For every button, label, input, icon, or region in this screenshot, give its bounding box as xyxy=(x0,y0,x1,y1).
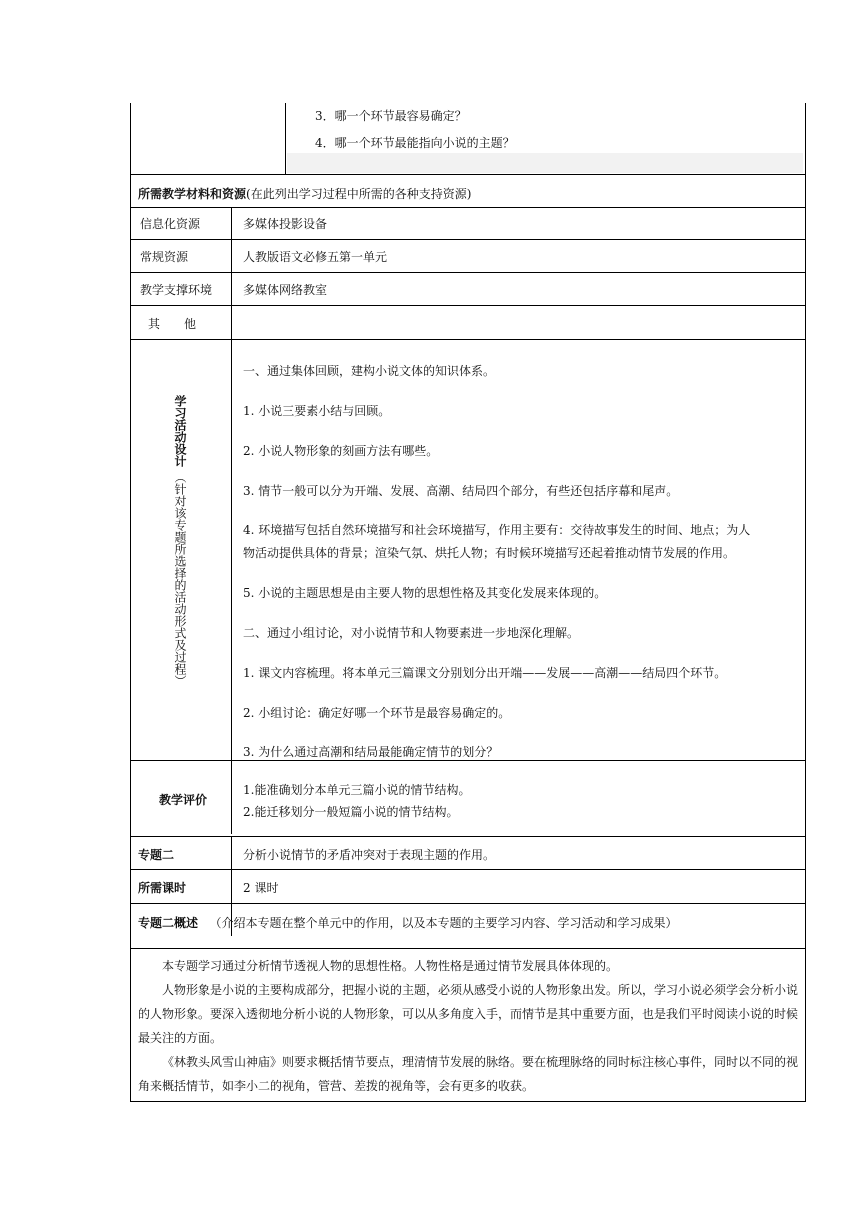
activity-line: 物活动提供具体的背景；渲染气氛、烘托人物；有时候环境描写还起着推动情节发展的作用。 xyxy=(243,546,736,560)
topic2-value: 分析小说情节的矛盾冲突对于表现主题的作用。 xyxy=(243,848,496,862)
row-value-support: 多媒体网络教室 xyxy=(243,283,328,297)
row-line xyxy=(131,948,805,949)
materials-note: (在此列出学习过程中所需的各种支持资源) xyxy=(246,187,472,201)
activity-line: 3. 为什么通过高潮和结局最能确定情节的划分？ xyxy=(243,745,499,759)
activity-line: 二、通过小组讨论，对小说情节和人物要素进一步地深化理解。 xyxy=(243,626,580,640)
evaluation-line: 1.能准确划分本单元三篇小说的情节结构。 xyxy=(243,783,471,797)
activity-line: 1. 小说三要素小结与回顾。 xyxy=(243,404,391,418)
row-label-regular: 常规资源 xyxy=(140,250,189,264)
materials-header xyxy=(138,187,471,201)
overview-heading: 专题二概述 xyxy=(138,916,199,930)
col-divider-materials xyxy=(231,207,232,339)
hours-label: 所需课时 xyxy=(138,881,187,895)
row-value-regular: 人教版语文必修五第一单元 xyxy=(243,250,388,264)
row-label-info: 信息化资源 xyxy=(140,217,201,231)
question-4: 4．哪一个环节最能指向小说的主题？ xyxy=(315,136,515,150)
overview-paragraph: 本专题学习通过分析情节透视人物的思想性格。人物性格是通过情节发展具体体现的。 xyxy=(162,959,619,973)
materials-heading: 所需教学材料和资源 xyxy=(138,187,247,201)
row-line xyxy=(131,836,805,837)
row-line xyxy=(131,305,805,306)
activity-subtitle: （针对该专题所选择的活动形式及过程） xyxy=(173,471,187,687)
activity-title: 学习活动设计 xyxy=(173,395,187,467)
overview-header xyxy=(138,916,677,930)
evaluation-label: 教学评价 xyxy=(159,793,208,807)
row-line xyxy=(131,207,805,208)
question-3: 3．哪一个环节最容易确定？ xyxy=(315,109,467,123)
row-line xyxy=(131,174,805,175)
activity-line: 2. 小组讨论：确定好哪一个环节是最容易确定的。 xyxy=(243,706,511,720)
activity-line: 3. 情节一般可以分为开端、发展、高潮、结局四个部分，有些还包括序幕和尾声。 xyxy=(243,484,679,498)
topic2-label: 专题二 xyxy=(138,848,175,862)
col-divider-top xyxy=(285,103,286,174)
row-line xyxy=(131,760,805,761)
overview-note: （介绍本专题在整个单元中的作用，以及本专题的主要学习内容、学习活动和学习成果） xyxy=(209,916,678,930)
activity-line: 4. 环境描写包括自然环境描写和社会环境描写，作用主要有：交待故事发生的时间、地点；为人 xyxy=(243,523,751,537)
activity-line: 一、通过集体回顾，建构小说文体的知识体系。 xyxy=(243,364,496,378)
row-line xyxy=(131,339,805,340)
row-value-info: 多媒体投影设备 xyxy=(243,217,328,231)
row-label-other: 其 他 xyxy=(148,317,197,331)
shaded-band xyxy=(287,153,803,173)
row-label-support: 教学支撑环境 xyxy=(140,283,213,297)
row-line xyxy=(131,903,805,904)
activity-line: 2. 小说人物形象的刻画方法有哪些。 xyxy=(243,444,439,458)
overview-paragraph: 《林教头风雪山神庙》则要求概括情节要点，理清情节发展的脉络。要在梳理脉络的同时标注核心事件，同时以不同的视角来概括情节，如李小二的视角，管营、差拨的视角等，会有更多的收获。 xyxy=(138,1055,799,1093)
row-line xyxy=(131,869,805,870)
hours-value: 2 课时 xyxy=(243,881,279,895)
lesson-plan-table xyxy=(130,103,806,1102)
activity-line: 1. 课文内容梳理。将本单元三篇课文分别划分出开端——发展——高潮——结局四个环节。 xyxy=(243,666,727,680)
row-line xyxy=(131,272,805,273)
row-line xyxy=(131,239,805,240)
activity-line: 5. 小说的主题思想是由主要人物的思想性格及其变化发展来体现的。 xyxy=(243,586,607,600)
evaluation-line: 2.能迁移划分一般短篇小说的情节结构。 xyxy=(243,805,459,819)
overview-paragraph: 人物形象是小说的主要构成部分，把握小说的主题，必须从感受小说的人物形象出发。所以，学习小说必须学会分析小说的人物形象。要深入透彻地分析小说的人物形象，可以从多角度入手，而情节是其中重要方面，也是我们平时阅读小说的时候最关注的方面。 xyxy=(138,983,799,1045)
